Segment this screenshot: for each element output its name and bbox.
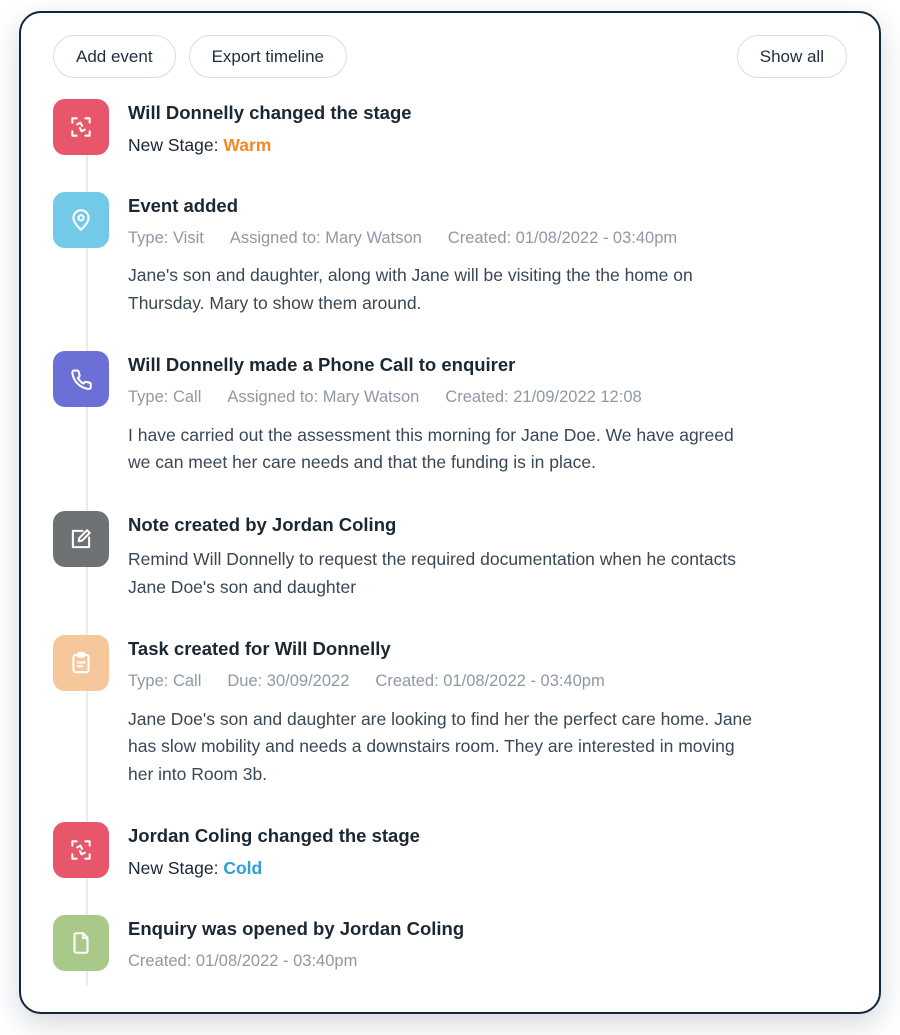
meta-type: Type: Call (128, 388, 202, 407)
event-title: Task created for Will Donnelly (128, 638, 391, 660)
meta-created: Created: 01/08/2022 - 03:40pm (447, 228, 678, 247)
stage-change-icon (53, 822, 109, 878)
meta-created: Created: 21/09/2022 12:08 (445, 388, 642, 407)
clipboard-task-icon (53, 635, 109, 691)
event-title: Will Donnelly changed the stage (128, 102, 412, 123)
timeline-toolbar (21, 13, 879, 99)
meta-created: Created: 01/08/2022 - 03:40pm (128, 952, 358, 971)
event-body (128, 635, 847, 788)
note-edit-icon (53, 511, 109, 567)
meta-type: Type: Call (128, 672, 202, 691)
spacer (53, 617, 847, 635)
phone-icon (53, 351, 109, 407)
export-timeline-button[interactable]: Export timeline (189, 35, 347, 78)
event-meta (128, 386, 847, 408)
event-description: Jane's son and daughter, along with Jane will be visiting the the home on Thursday. Mary to show them around. (128, 264, 693, 313)
list-item[interactable] (53, 635, 847, 804)
event-body (128, 822, 847, 881)
status-badge: Cold (223, 858, 263, 879)
event-body (128, 511, 847, 601)
event-body (128, 99, 847, 158)
spacer (53, 493, 847, 511)
event-title: Will Donnelly made a Phone Call to enquirer (128, 354, 516, 376)
location-pin-icon (53, 192, 109, 248)
meta-assigned: Assigned to: Mary Watson (229, 228, 422, 247)
event-description: Jane Doe's son and daughter are looking to find her the perfect care home. Jane has slow mobility and needs a downstairs room. They are interested in moving her into Room 3b. (128, 708, 753, 784)
event-meta (128, 670, 847, 692)
timeline-list (21, 99, 879, 1014)
event-title: Note created by Jordan Coling (128, 513, 397, 535)
show-all-button[interactable]: Show all (737, 35, 847, 78)
event-body (128, 915, 847, 972)
event-description: I have carried out the assessment this morning for Jane Doe. We have agreed we can meet her care needs and that the funding is in place. (128, 424, 734, 473)
meta-type: Type: Visit (128, 228, 204, 247)
list-item[interactable] (53, 511, 847, 617)
event-title: Enquiry was opened by Jordan Coling (128, 918, 465, 940)
event-meta (128, 950, 847, 972)
event-stage-line (128, 857, 847, 881)
meta-due: Due: 30/09/2022 (227, 672, 350, 691)
event-body (128, 351, 847, 477)
spacer (53, 174, 847, 192)
event-meta (128, 227, 847, 249)
status-badge: Warm (223, 135, 272, 156)
stage-label: New Stage: (128, 135, 219, 156)
list-item[interactable] (53, 99, 847, 174)
spacer (53, 897, 847, 915)
event-description: Remind Will Donnelly to request the required documentation when he contacts Jane Doe's son and daughter (128, 548, 736, 597)
list-item[interactable] (53, 351, 847, 493)
timeline-card (19, 11, 881, 1014)
meta-created: Created: 01/08/2022 - 03:40pm (375, 672, 605, 691)
list-item[interactable] (53, 915, 847, 988)
event-body (128, 192, 847, 318)
stage-change-icon (53, 99, 109, 155)
spacer (53, 804, 847, 822)
event-stage-line (128, 134, 847, 158)
stage-label: New Stage: (128, 858, 219, 879)
event-title: Event added (128, 194, 238, 216)
document-icon (53, 915, 109, 971)
add-event-button[interactable]: Add event (53, 35, 176, 78)
spacer (53, 333, 847, 351)
event-title: Jordan Coling changed the stage (128, 825, 420, 847)
meta-assigned: Assigned to: Mary Watson (227, 388, 420, 407)
list-item[interactable] (53, 822, 847, 897)
list-item[interactable] (53, 192, 847, 334)
